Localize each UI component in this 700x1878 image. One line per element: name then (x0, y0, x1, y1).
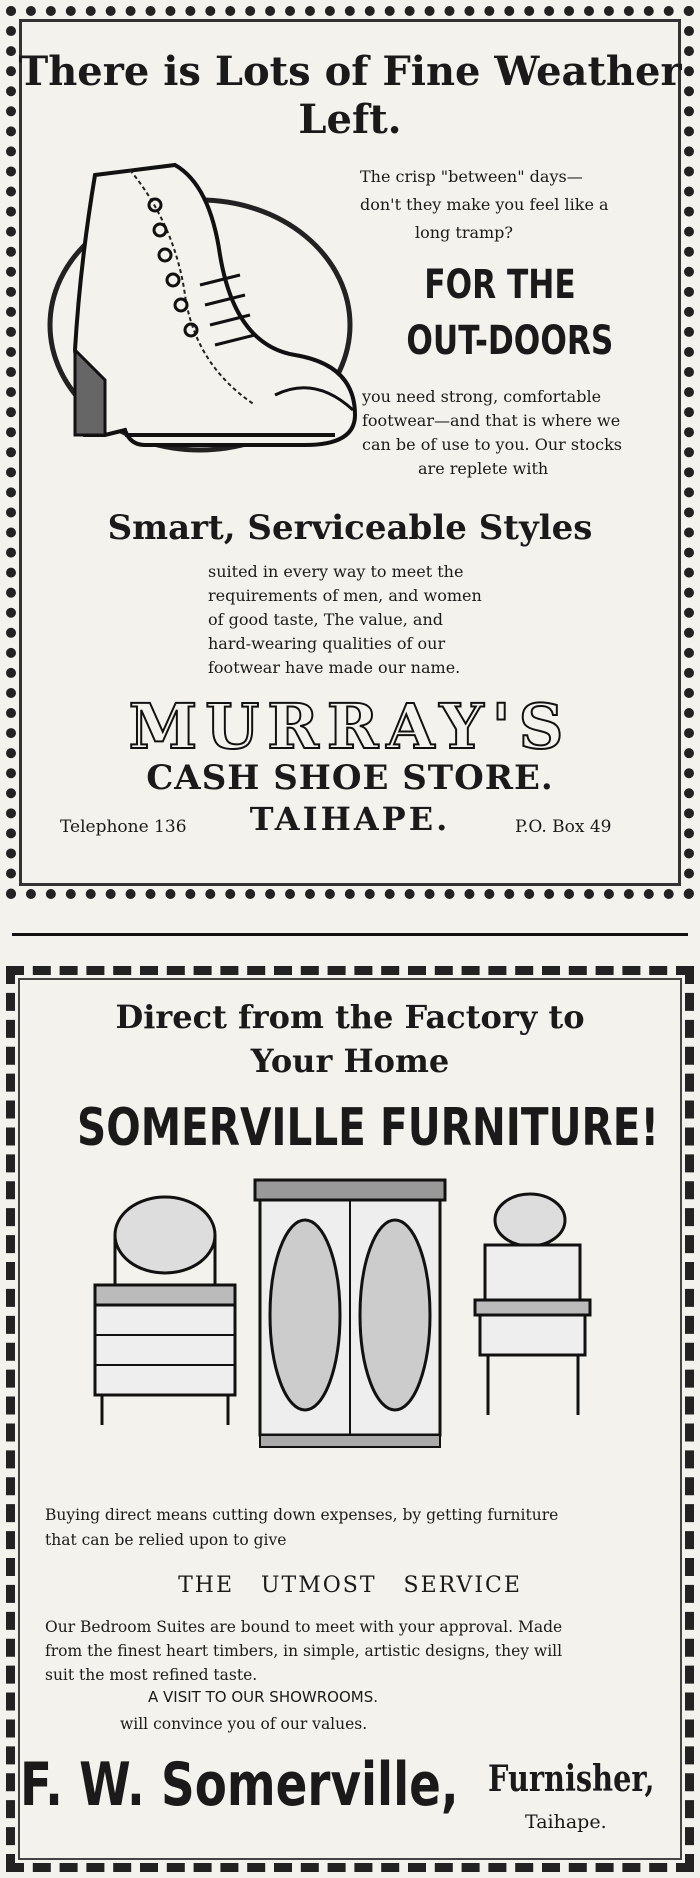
suited-line2: requirements of men, and women (208, 586, 482, 605)
intro-line1: The crisp "between" days— (360, 167, 583, 186)
store-name: MURRAY'S (128, 690, 572, 763)
intro-line3: long tramp? (415, 223, 513, 242)
headline-line1: Direct from the Factory to (115, 998, 585, 1036)
suited-line3: of good taste, The value, and (208, 610, 443, 629)
need-line1: you need strong, comfortable (362, 387, 602, 406)
suites-line2: from the finest heart timbers, in simple, artistic designs, they will (45, 1642, 563, 1660)
headline-line2: Your Home (250, 1042, 450, 1080)
suites-line1: Our Bedroom Suites are bound to meet with your approval. Made (45, 1618, 563, 1636)
column-rule (12, 933, 688, 936)
proprietor-name: F. W. Somerville, (20, 1750, 459, 1820)
store-town: TAIHAPE. (249, 800, 451, 838)
buying-line1: Buying direct means cutting down expenses, by getting furniture (45, 1506, 559, 1524)
out-doors-heading: OUT-DOORS (406, 318, 614, 364)
buying-line2: that can be relied upon to give (45, 1531, 287, 1549)
telephone: Telephone 136 (60, 817, 187, 837)
store-type: CASH SHOE STORE. (146, 758, 554, 798)
utmost-service: THE UTMOST SERVICE (178, 1573, 522, 1598)
somerville-advertisement (0, 960, 700, 1878)
somerville-town: Taihape. (525, 1811, 607, 1833)
suited-line1: suited in every way to meet the (208, 562, 464, 581)
headline-line1: There is Lots of Fine Weather (18, 48, 682, 95)
bedroom-suite-illustration-icon (90, 1175, 610, 1475)
headline-line2: Left. (298, 96, 402, 143)
boot-illustration-icon (35, 145, 365, 465)
need-line4: are replete with (418, 459, 549, 478)
intro-line2: don't they make you feel like a (360, 195, 609, 214)
proprietor-title: Furnisher, (488, 1758, 655, 1800)
need-line2: footwear—and that is where we (362, 411, 621, 430)
styles-heading: Smart, Serviceable Styles (107, 508, 593, 548)
brand-heading: SOMERVILLE FURNITURE! (77, 1098, 659, 1158)
suites-line3: suit the most refined taste. (45, 1666, 258, 1684)
po-box: P.O. Box 49 (515, 817, 612, 837)
need-line3: can be of use to you. Our stocks (362, 435, 622, 454)
visit-line1: A VISIT TO OUR SHOWROOMS. (148, 1688, 379, 1706)
murrays-advertisement (0, 0, 700, 905)
visit-line2: will convince you of our values. (120, 1715, 368, 1733)
for-the-heading: FOR THE (424, 262, 576, 308)
suited-line4: hard-wearing qualities of our (208, 634, 446, 653)
suited-line5: footwear have made our name. (208, 658, 461, 677)
